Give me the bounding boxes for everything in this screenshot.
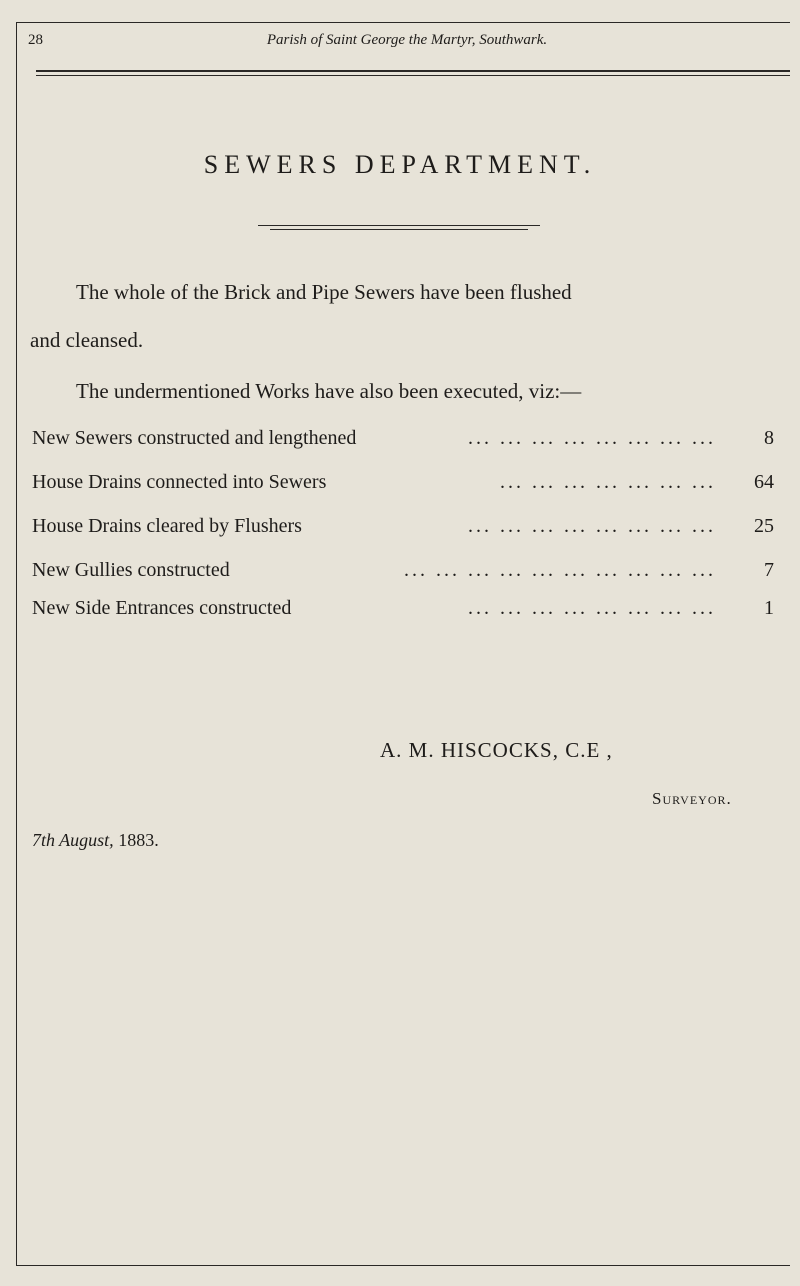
signature-role: Surveyor. — [652, 789, 732, 808]
date-year: 1883. — [118, 830, 159, 850]
signature-name: A. M. HISCOCKS, C.E , — [380, 738, 613, 762]
leader-dots: ... ... ... ... ... ... ... ... — [468, 515, 716, 537]
work-count: 64 — [754, 471, 774, 493]
running-title: Parish of Saint George the Martyr, Southwark. — [266, 32, 548, 48]
date-line — [32, 830, 159, 851]
work-item — [32, 559, 774, 587]
work-item — [32, 597, 774, 625]
page-title: SEWERS DEPARTMENT. — [203, 150, 597, 179]
header-rule-thin — [36, 75, 790, 76]
page-header — [28, 32, 786, 54]
work-item — [32, 515, 774, 543]
title-rule-lower — [270, 229, 528, 230]
works-intro: The undermentioned Works have also been executed, viz:— — [76, 379, 582, 403]
work-label: House Drains cleared by Flushers — [32, 515, 302, 537]
date-day: 7th August, — [32, 830, 114, 850]
work-item — [32, 427, 774, 455]
leader-dots: ... ... ... ... ... ... ... ... — [468, 427, 716, 449]
bottom-border — [16, 1265, 790, 1266]
work-label: New Gullies constructed — [32, 559, 230, 581]
work-count: 1 — [764, 597, 774, 619]
header-rule-thick — [36, 70, 790, 72]
page-number: 28 — [28, 32, 43, 48]
work-count: 8 — [764, 427, 774, 449]
left-border — [16, 22, 17, 1266]
work-count: 7 — [764, 559, 774, 581]
work-count: 25 — [754, 515, 774, 537]
work-label: New Side Entrances constructed — [32, 597, 292, 619]
title-rule-upper — [258, 225, 540, 226]
intro-line-1: The whole of the Brick and Pipe Sewers have been flushed — [76, 280, 572, 304]
work-label: House Drains connected into Sewers — [32, 471, 327, 493]
leader-dots: ... ... ... ... ... ... ... ... ... ... — [404, 559, 716, 581]
leader-dots: ... ... ... ... ... ... ... — [500, 471, 716, 493]
work-label: New Sewers constructed and lengthened — [32, 427, 357, 449]
intro-line-2: and cleansed. — [30, 328, 144, 352]
leader-dots: ... ... ... ... ... ... ... ... — [468, 597, 716, 619]
top-border — [16, 22, 790, 23]
work-item — [32, 471, 774, 499]
